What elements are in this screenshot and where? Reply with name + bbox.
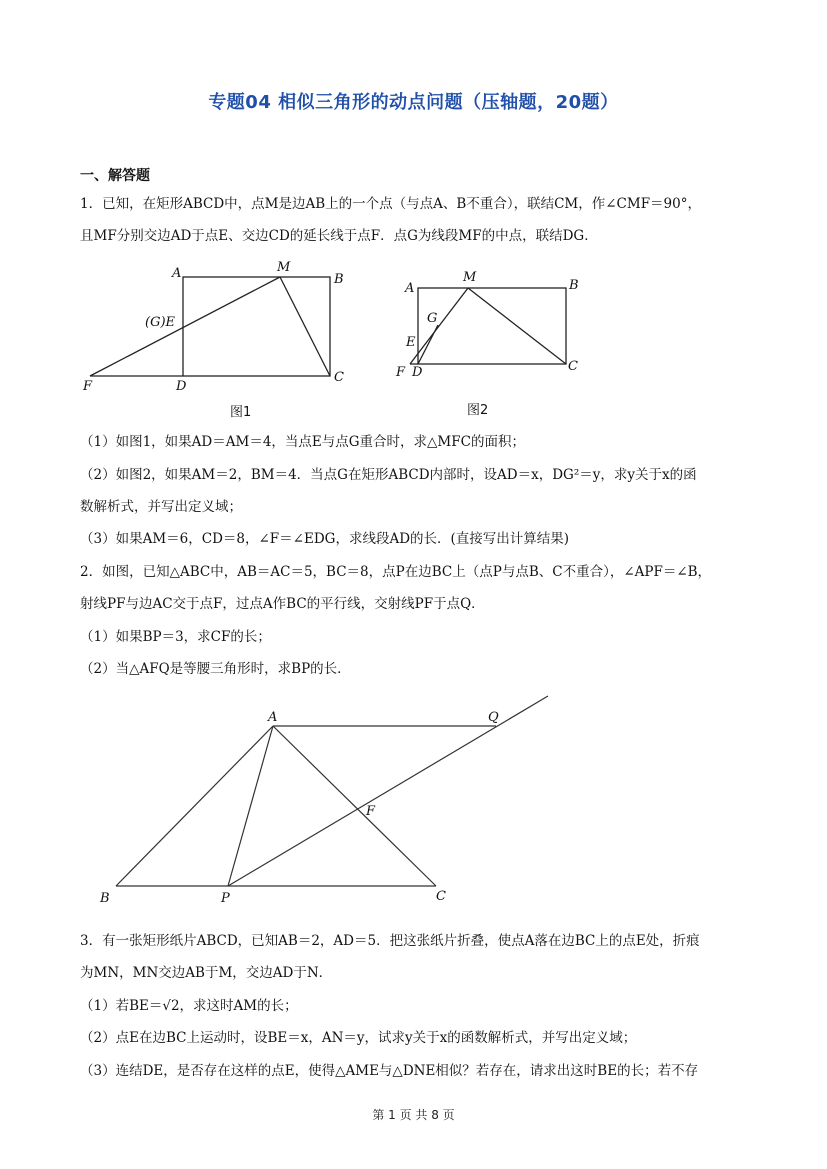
label-c: C [568, 359, 578, 374]
q1-line1: 1．已知，在矩形ABCD中，点M是边AB上的一个点（与点A、B不重合），联结CM，作∠CMF＝90°， [80, 196, 701, 212]
q1-figure-1 [80, 258, 360, 393]
line-dg [418, 325, 438, 364]
label-ge: (G)E [145, 315, 176, 330]
q1-sub2b: 数解析式，并写出定义域； [80, 499, 242, 515]
label-e: E [406, 335, 416, 350]
rect-abcd [418, 288, 566, 364]
q1-sub2a: （2）如图2，如果AM＝2，BM＝4．当点G在矩形ABCD内部时，设AD＝x，DG²＝y，求y关于x的函 [80, 467, 697, 483]
label-b: B [100, 891, 110, 906]
q1-sub3: （3）如果AM＝6，CD＝8，∠F＝∠EDG，求线段AD的长．(直接写出计算结果) [80, 531, 570, 547]
q3-sub2: （2）点E在边BC上运动时，设BE＝x，AN＝y，试求y关于x的函数解析式，并写出定义域； [80, 1030, 637, 1046]
q2-line1: 2．如图，已知△ABC中，AB＝AC＝5，BC＝8，点P在边BC上（点P与点B、C不重合），∠APF＝∠B， [80, 564, 712, 580]
label-q: Q [488, 710, 499, 725]
q2-figure [90, 690, 560, 910]
line-ab [116, 726, 273, 886]
line-mc [280, 277, 330, 376]
label-c: C [436, 889, 446, 904]
q3-sub3: （3）连结DE，是否存在这样的点E，使得△AME与△DNE相似？若存在，请求出这时BE的长；若不存 [80, 1063, 699, 1079]
line-fm [90, 277, 280, 376]
label-a: A [172, 266, 182, 281]
section-heading: 一、解答题 [80, 168, 150, 184]
line-ap [228, 726, 273, 886]
fig2-caption: 图2 [467, 403, 489, 418]
label-c: C [334, 370, 344, 385]
q2-line2: 射线PF与边AC交于点F，过点A作BC的平行线，交射线PF于点Q． [80, 596, 485, 612]
label-d: D [412, 365, 423, 380]
page-title: 专题04 相似三角形的动点问题（压轴题，20题） [208, 92, 619, 113]
q1-figure-2 [392, 264, 592, 384]
q3-sub1: （1）若BE＝√2，求这时AM的长； [80, 998, 298, 1014]
q1-sub1: （1）如图1，如果AD＝AM＝4，当点E与点G重合时，求△MFC的面积； [80, 434, 525, 450]
q3-line1: 3．有一张矩形纸片ABCD，已知AB＝2，AD＝5．把这张纸片折叠，使点A落在边BC上的点E处，折痕 [80, 933, 700, 949]
label-m: M [463, 270, 477, 285]
q3-line2: 为MN，MN交边AB于M，交边AD于N． [80, 965, 333, 981]
label-b: B [334, 272, 344, 287]
page-footer: 第 1 页 共 8 页 [372, 1108, 455, 1122]
fig1-caption: 图1 [230, 405, 252, 420]
q1-line2: 且MF分别交边AD于点E、交边CD的延长线于点F．点G为线段MF的中点，联结DG． [80, 228, 598, 244]
label-m: M [277, 260, 291, 275]
label-g: G [427, 311, 438, 326]
label-f: F [366, 804, 376, 819]
label-a: A [405, 281, 415, 296]
label-f: F [83, 379, 93, 393]
line-ac [273, 726, 436, 886]
q2-sub1: （1）如果BP＝3，求CF的长； [80, 629, 271, 645]
label-f: F [396, 365, 406, 380]
label-p: P [221, 891, 230, 906]
line-fm [410, 288, 468, 364]
label-b: B [569, 278, 579, 293]
label-d: D [176, 379, 187, 393]
label-a: A [268, 710, 278, 725]
line-mc [468, 288, 566, 364]
rect-abcd [183, 277, 330, 376]
q2-sub2: （2）当△AFQ是等腰三角形时，求BP的长． [80, 661, 351, 677]
